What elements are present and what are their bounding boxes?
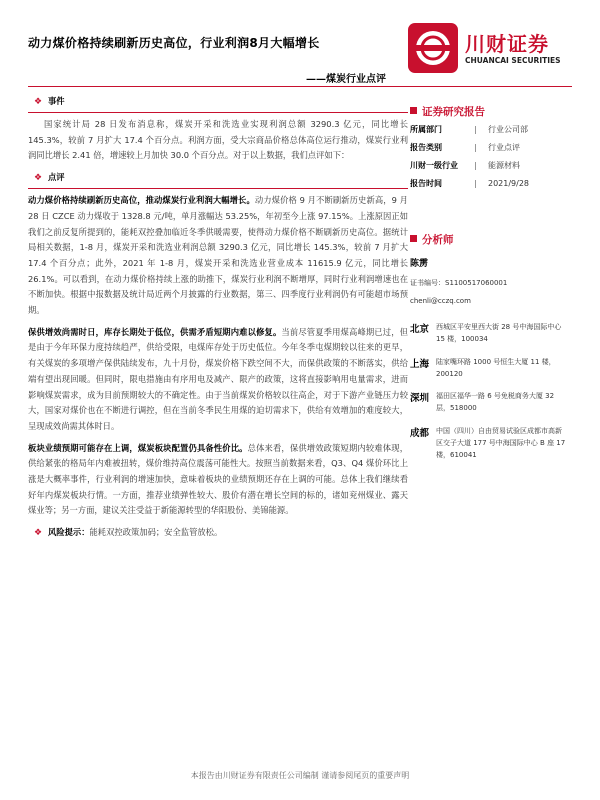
main-column	[28, 92, 408, 542]
comment-paragraph-3	[28, 441, 408, 520]
logo-name-cn: 川财证券	[465, 32, 549, 56]
office-item: 深圳 福田区福华一路 6 号免税商务大厦 32 层，518000	[410, 392, 555, 413]
report-title: 动力煤价格持续刷新历史高位，行业利润8月大幅增长	[28, 36, 320, 50]
office-item: 成都 中国（四川）自由贸易试验区成都市高新区交子大道 177 号中海国际中心 B 座 17 楼，610041	[410, 426, 566, 460]
paragraph-body: 动力煤价格 9 月不断刷新历史新高，9 月 28 日 CZCE 动力煤收于 1328.8 元/吨，单月涨幅达 53.25%，年初至今上涨 97.15%。上涨原因正如我们之前反复所提到的，能耗双控叠加临近冬季供暖需要，使得动力煤价格不断刷新历史高位。据统计局相关数据，1-8 月，煤炭开采和洗选业利润总额 3290.3 亿元，同比增长 145.3%，较前 7 月扩大 17.4 个百分点；此外，2021 年 1-8 月，煤炭开采和洗选业营业成本 11615.9 亿元，同比增长 26.1%。可以看到，在动力煤价格持续上涨的助推下，煤炭行业利润不断增厚，同时行业利润增速也在不断加快。根据中报数据及统计局近两个月披露的行业数据，第三、四季度行业利润仍有可能超市场预期。	[28, 195, 408, 316]
office-list	[410, 321, 574, 462]
section-divider	[28, 112, 408, 113]
page-footer: 本报告由川财证券有限责任公司编制 谨请参阅尾页的重要声明	[190, 771, 410, 780]
info-row: 所属部门 | 行业公司部	[410, 124, 528, 134]
analyst-name: 陈雳	[410, 259, 429, 269]
info-row: 川财一级行业 | 能源材料	[410, 160, 520, 170]
analyst-heading: 分析师	[410, 232, 574, 248]
diamond-bullet-icon: ❖	[33, 528, 43, 539]
sidebar	[410, 104, 574, 472]
report-subtitle: ——煤炭行业点评	[306, 74, 386, 85]
info-row: 报告时间 | 2021/9/28	[410, 178, 530, 188]
office-item: 北京 西城区平安里西大街 28 号中海国际中心 15 楼，100034	[410, 323, 562, 344]
analyst-email[interactable]: chenli@cczq.com	[410, 297, 471, 305]
comment-heading: ❖ 点评	[28, 170, 408, 186]
research-report-heading: 证券研究报告	[410, 104, 574, 120]
section-divider	[28, 188, 408, 189]
event-text: 国家统计局 28 日发布消息称，煤炭开采和洗选业实现利润总额 3290.3 亿元，同比增长 145.3%，较前 7 月扩大 17.4 个百分点。利润方面，受大宗商品价格总体高位运行推动，煤炭行业利润同比增长 2.41 倍，增速较上月加快 30.0 个百分点。对于以上数据，我们点评如下：	[28, 119, 408, 161]
paragraph-lead: 保供增效尚需时日，库存长期处于低位，供需矛盾短期内难以修复。	[28, 326, 282, 337]
paragraph-lead: 动力煤价格持续刷新历史高位，推动煤炭行业利润大幅增长。	[28, 195, 255, 206]
risk-text: 能耗双控政策加码；安全监管放松。	[89, 527, 223, 538]
paragraph-body: 当前尽管夏季用煤高峰期已过，但是由于今年环保力度持续趋严，供给受限，电煤库存处于历史低位。今年冬季屯煤期较以往来的更早，有关煤炭的多项增产保供陆续发布，九十月份，煤炭价格下跌空间不大，而保供政策的不断落实，供给端有望出现回暖。但同时，限电措施由有序用电及减产、限产的政策，这将直接影响用电量需求，进而影响煤炭需求，成为目前预期较大的不确定性。由于当前煤炭价格较以往高企，对于下游产业链压力较大，国家对煤价也在不断进行调控，但在当前冬季民生用煤的迫切需求下，供给有效增加的难度较大，呈现成效尚需其体时日。	[28, 326, 408, 431]
event-heading: ❖ 事件	[28, 94, 408, 110]
square-bullet-icon	[410, 235, 417, 242]
paragraph-body: 总体来看，保供增效政策短期内较难体现，供给紧张的格局年内难被扭转，煤价维持高位震荡可能性大。按照当前数据来看，Q3、Q4 煤价环比上涨是大概率事件，行业利润的增速加快，意味着板块的业绩预期还存在上调的可能。总体上我们继续看好年内煤炭板块行情。一方面，推荐业绩弹性较大、股价有潜在增长空间的标的，诸如兖州煤业、露天煤业等；另一方面，建议关注受益于新能源转型的华阳股份、美锦能源。	[28, 442, 408, 516]
analyst-license: 证书编号：S1100517060001	[410, 279, 508, 287]
company-logo	[407, 22, 577, 74]
logo-emblem-icon	[407, 22, 459, 74]
logo-name-en: CHUANCAI SECURITIES	[465, 56, 561, 65]
square-bullet-icon	[410, 107, 417, 114]
comment-paragraph-1	[28, 193, 408, 319]
header-divider	[28, 86, 572, 87]
comment-paragraph-2	[28, 325, 408, 435]
diamond-bullet-icon: ❖	[33, 173, 43, 184]
info-row: 报告类别 | 行业点评	[410, 142, 520, 152]
office-item: 上海 陆家嘴环路 1000 号恒生大厦 11 楼，200120	[410, 357, 556, 378]
paragraph-lead: 板块业绩预期可能存在上调，煤炭板块配置仍具备性价比。	[28, 442, 248, 453]
diamond-bullet-icon: ❖	[33, 97, 43, 107]
risk-warning	[28, 525, 408, 542]
risk-label: 风险提示：	[48, 527, 90, 538]
